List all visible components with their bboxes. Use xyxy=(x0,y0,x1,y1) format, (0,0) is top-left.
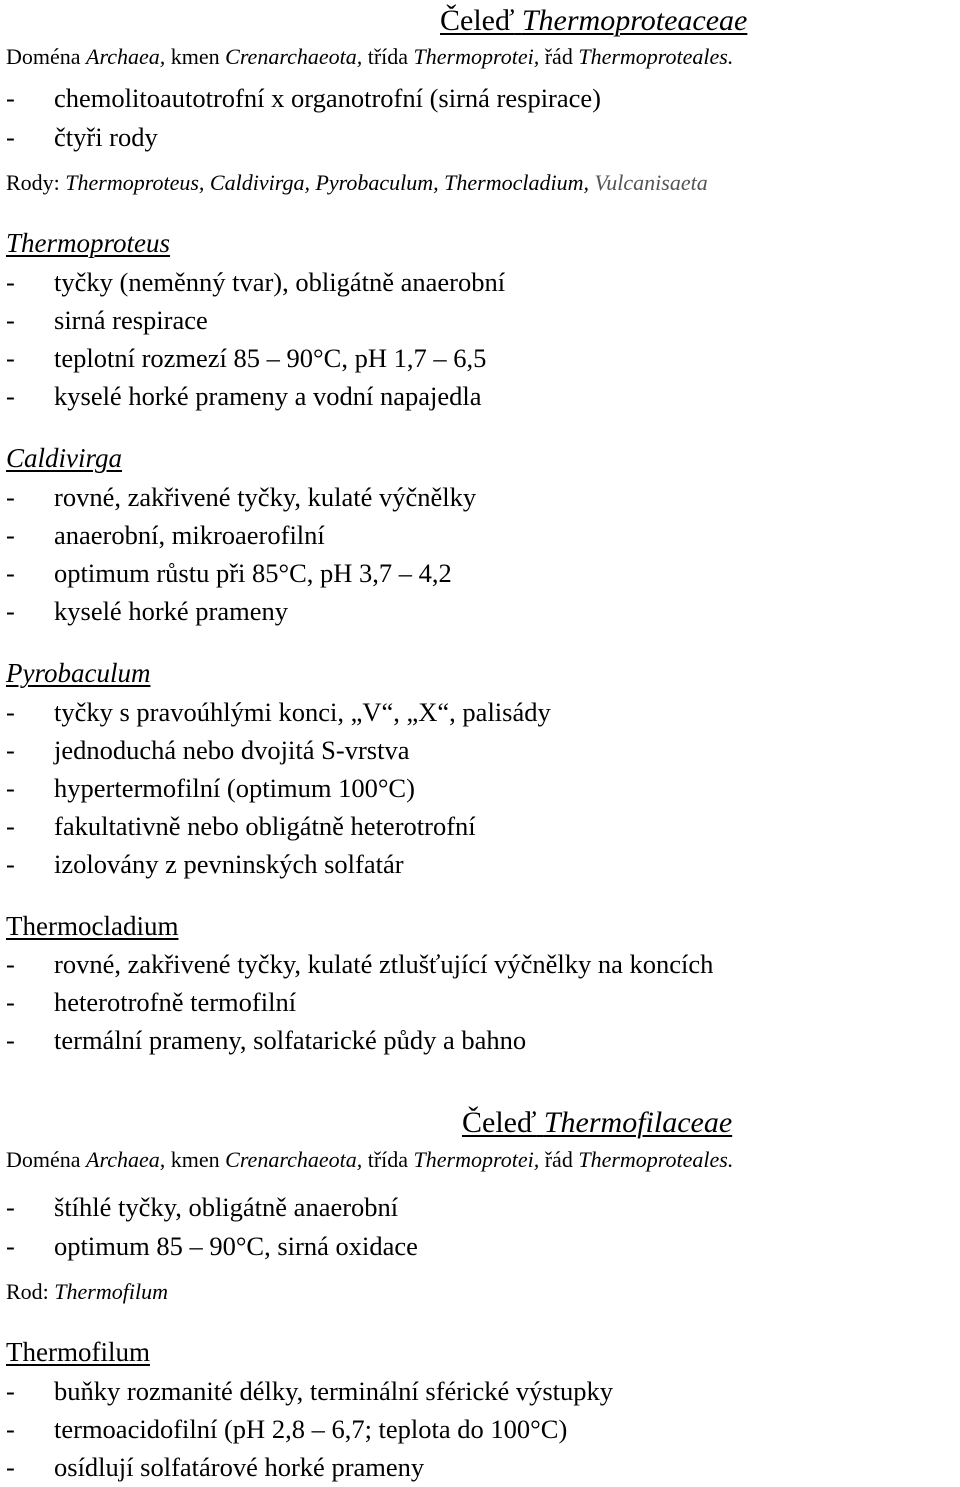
list-item: - buňky rozmanité délky, terminální sférické výstupky xyxy=(6,1376,614,1406)
list-item: - anaerobní, mikroaerofilní xyxy=(6,520,325,550)
genus-heading: Thermoproteus xyxy=(6,228,171,258)
domain-label: Doména xyxy=(6,1147,81,1172)
genus-line xyxy=(6,1281,168,1303)
genus-heading: Caldivirga xyxy=(6,443,123,473)
list-item: - tyčky (neměnný tvar), obligátně anaerobní xyxy=(6,267,506,297)
list-item: - termoacidofilní (pH 2,8 – 6,7; teplota do 100°C) xyxy=(6,1414,568,1444)
family-name: Thermoproteaceae xyxy=(521,4,748,37)
list-item: - teplotní rozmezí 85 – 90°C, pH 1,7 – 6,5 xyxy=(6,343,487,373)
list-item: - termální prameny, solfatarické půdy a bahno xyxy=(6,1025,527,1055)
list-item: - jednoduchá nebo dvojitá S-vrstva xyxy=(6,735,410,765)
taxonomy-line xyxy=(6,1149,733,1171)
taxonomy-line xyxy=(6,46,733,68)
list-item: - tyčky s pravoúhlými konci, „V“, „X“, palisády xyxy=(6,697,551,727)
list-item: - kyselé horké prameny xyxy=(6,596,288,626)
family-prefix: Čeleď xyxy=(440,4,515,37)
genus-heading: Thermofilum xyxy=(6,1337,150,1367)
list-item: - optimum 85 – 90°C, sirná oxidace xyxy=(6,1231,418,1261)
list-item: - štíhlé tyčky, obligátně anaerobní xyxy=(6,1192,399,1222)
class-value: Thermoprotei, xyxy=(413,1147,540,1172)
list-item: - chemolitoautotrofní x organotrofní (sirná respirace) xyxy=(6,83,601,113)
family-prefix: Čeleď xyxy=(462,1106,537,1139)
list-item: - izolovány z pevninských solfatár xyxy=(6,849,404,879)
genera-list: Thermoproteus, Caldivirga, Pyrobaculum, Thermocladium, xyxy=(65,170,589,195)
genus-value: Thermofilum xyxy=(54,1279,168,1304)
domain-value: Archaea, xyxy=(86,44,166,69)
family-name: Thermofilaceae xyxy=(543,1106,733,1139)
genus-heading: Thermocladium xyxy=(6,911,179,941)
order-value: Thermoproteales. xyxy=(578,44,734,69)
genera-line xyxy=(6,172,708,194)
order-value: Thermoproteales. xyxy=(578,1147,734,1172)
list-item: - čtyři rody xyxy=(6,122,158,152)
list-item: - rovné, zakřivené tyčky, kulaté ztlušťující výčnělky na koncích xyxy=(6,949,714,979)
list-item: - osídlují solfatárové horké prameny xyxy=(6,1452,425,1482)
genus-label: Rod: xyxy=(6,1279,49,1304)
domain-label: Doména xyxy=(6,44,81,69)
phylum-label: kmen xyxy=(170,1147,220,1172)
order-label: řád xyxy=(544,44,573,69)
family-title-thermofilaceae xyxy=(462,1108,732,1138)
phylum-label: kmen xyxy=(170,44,220,69)
list-item: - kyselé horké prameny a vodní napajedla xyxy=(6,381,482,411)
class-label: třída xyxy=(367,1147,409,1172)
list-item: - rovné, zakřivené tyčky, kulaté výčnělky xyxy=(6,482,477,512)
family-title-thermoproteaceae xyxy=(440,6,747,36)
phylum-value: Crenarchaeota, xyxy=(225,1147,363,1172)
phylum-value: Crenarchaeota, xyxy=(225,44,363,69)
class-label: třída xyxy=(367,44,409,69)
list-item: - sirná respirace xyxy=(6,305,208,335)
order-label: řád xyxy=(544,1147,573,1172)
list-item: - fakultativně nebo obligátně heterotrofní xyxy=(6,811,476,841)
domain-value: Archaea, xyxy=(86,1147,166,1172)
genera-label: Rody: xyxy=(6,170,60,195)
list-item: - optimum růstu při 85°C, pH 3,7 – 4,2 xyxy=(6,558,452,588)
list-item: - hypertermofilní (optimum 100°C) xyxy=(6,773,415,803)
genus-heading: Pyrobaculum xyxy=(6,658,151,688)
list-item: - heterotrofně termofilní xyxy=(6,987,297,1017)
class-value: Thermoprotei, xyxy=(413,44,540,69)
genera-last: Vulcanisaeta xyxy=(594,170,708,195)
